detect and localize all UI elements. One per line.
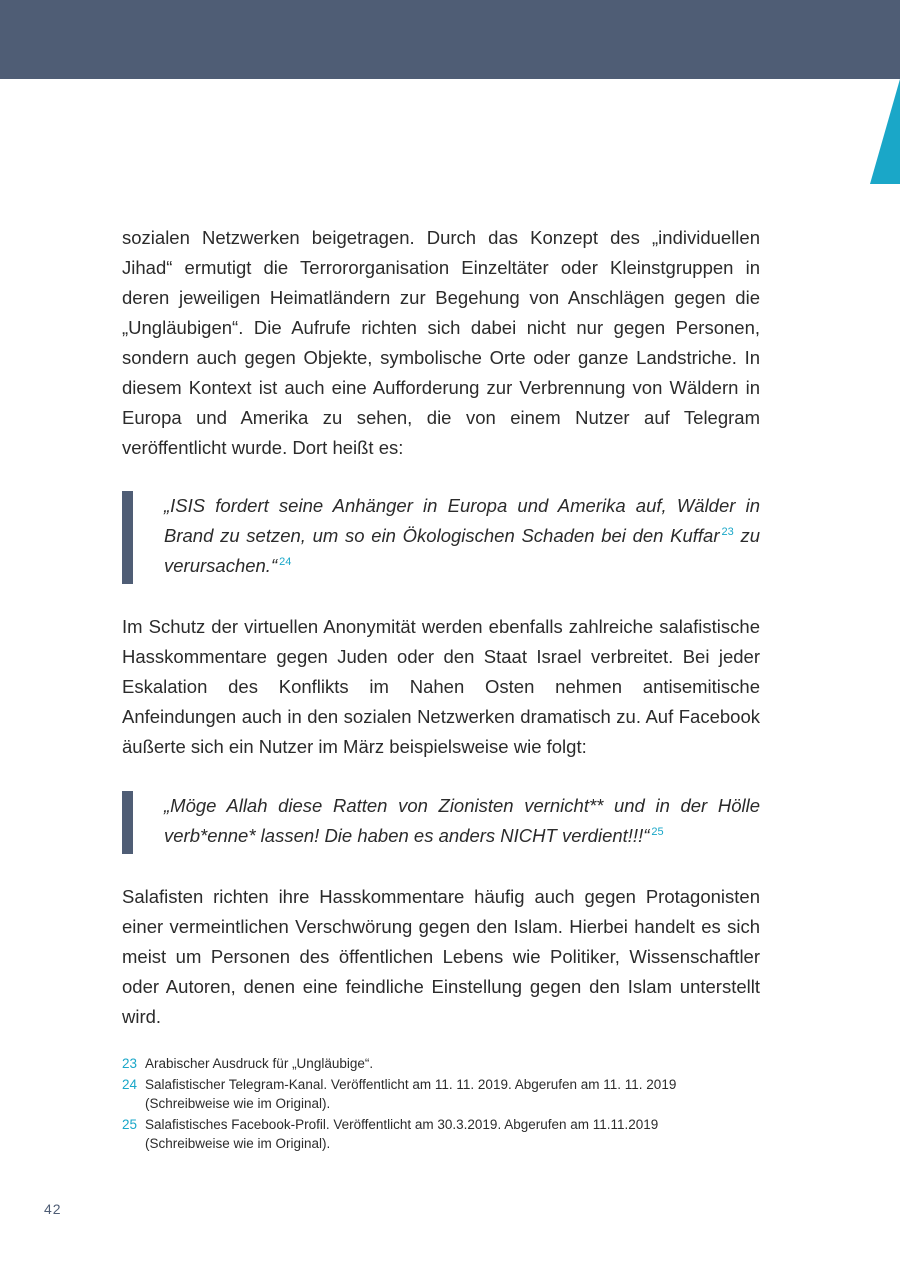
paragraph-1: sozialen Netzwerken beigetragen. Durch das Konzept des „individuellen Jihad“ ermutigt die Terrororganisation Einzeltäter oder Kleinstgruppen in deren jeweiligen Heimatländern zur Begehung von Anschlägen gegen die „Ungläubigen“. Die Aufrufe richten sich dabei nicht nur gegen Personen, sondern auch gegen Objekte, symbolische Orte oder ganze Landstriche. In diesem Kontext ist auch eine Aufforderung zur Verbrennung von Wäldern in Europa und Amerika zu sehen, die von einem Nutzer auf Telegram veröffentlicht wurde. Dort heißt es: [122, 227, 760, 458]
paragraph-1-block [122, 223, 760, 463]
quote-2-text [164, 791, 760, 851]
footnote-ref-25[interactable]: 25 [651, 825, 664, 838]
footnote-text: Salafistischer Telegram-Kanal. Veröffentlicht am 11. 11. 2019. Abgerufen am 11. 11. 2019 (Schreibweise wie im Original). [145, 1077, 677, 1111]
footnote-ref-23[interactable]: 23 [721, 525, 734, 538]
paragraph-2: Im Schutz der virtuellen Anonymität werden ebenfalls zahlreiche salafistische Hasskommentare gegen Juden oder den Staat Israel verbreitet. Bei jeder Eskalation des Konflikts im Nahen Osten nehmen antisemitische Anfeindungen auch in den sozialen Netzwerken dramatisch zu. Auf Facebook äußerte sich ein Nutzer im März beispielsweise wie folgt: [122, 616, 760, 757]
blockquote-1 [122, 491, 760, 584]
quote-bar [122, 491, 133, 584]
footnote-25 [122, 1115, 744, 1153]
paragraph-3-block [122, 882, 760, 1032]
footnote-ref-24[interactable]: 24 [279, 555, 292, 568]
blockquote-2 [122, 791, 760, 854]
footnotes [122, 1054, 744, 1155]
footnote-23 [122, 1054, 744, 1073]
corner-accent-tab [870, 79, 900, 184]
footnote-number: 24 [122, 1077, 138, 1092]
paragraph-3: Salafisten richten ihre Hasskommentare häufig auch gegen Protagonisten einer vermeintlichen Verschwörung gegen den Islam. Hierbei handelt es sich meist um Personen des öffentlichen Lebens wie Politiker, Wissenschaftler oder Autoren, denen eine feindliche Einstellung gegen den Islam unterstellt wird. [122, 886, 760, 1027]
header-band [0, 0, 900, 79]
quote-1-text [164, 491, 760, 581]
quote-1-part1: „ISIS fordert seine Anhänger in Europa und Amerika auf, Wälder in Brand zu setzen, um so ein Ökologischen Schaden bei den Kuffar [164, 495, 760, 546]
paragraph-2-block [122, 612, 760, 762]
quote-2-body: „Möge Allah diese Ratten von Zionisten vernicht** und in der Hölle verb*enne* lassen! Die haben es anders NICHT verdient!!!“ [164, 795, 760, 846]
quote-1-part2: zu verursachen.“ [164, 525, 760, 576]
quote-bar [122, 791, 133, 854]
footnote-24 [122, 1075, 744, 1113]
footnote-number: 25 [122, 1117, 138, 1132]
footnote-number: 23 [122, 1056, 138, 1071]
page-number: 42 [44, 1201, 62, 1217]
footnote-text: Arabischer Ausdruck für „Ungläubige“. [145, 1056, 374, 1071]
footnote-text: Salafistisches Facebook-Profil. Veröffentlicht am 30.3.2019. Abgerufen am 11.11.2019 (Schreibweise wie im Original). [145, 1117, 659, 1151]
